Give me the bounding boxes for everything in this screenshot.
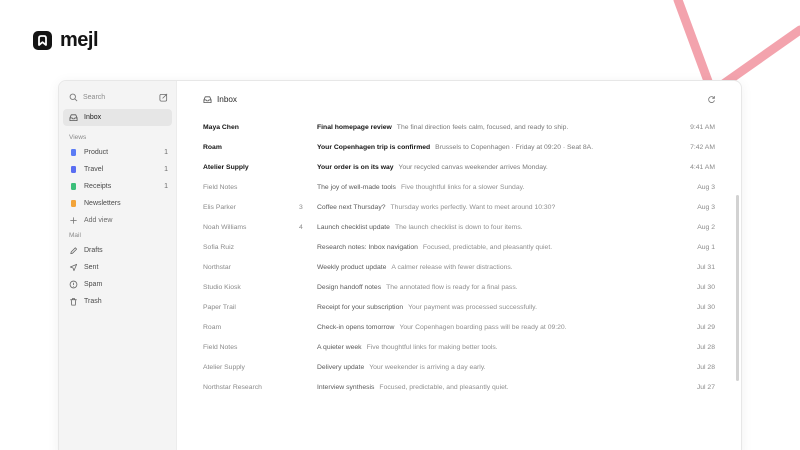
message-date: 7:42 AM <box>690 143 715 151</box>
message-subject: A quieter week <box>317 343 362 351</box>
message-subject: Research notes: Inbox navigation <box>317 243 418 251</box>
message-subject-line <box>317 224 655 231</box>
message-row[interactable] <box>177 217 741 237</box>
message-preview: The launch checklist is down to four items. <box>394 223 523 231</box>
message-preview: Five thoughtful links for making better tools. <box>366 343 498 351</box>
mail-heading: Mail <box>69 232 81 239</box>
message-preview: Your Copenhagen boarding pass will be ready at 09:20. <box>399 323 567 331</box>
inbox-icon <box>69 113 78 122</box>
message-subject: Launch checklist update <box>317 223 390 231</box>
message-subject-line <box>317 204 655 211</box>
message-subject: Interview synthesis <box>317 383 375 391</box>
message-subject-line <box>317 164 655 171</box>
message-preview: Your weekender is arriving a day early. <box>369 363 486 371</box>
message-subject: Your order is on its way <box>317 163 394 171</box>
message-sender: Atelier Supply <box>203 163 249 171</box>
sidebar-item-label: Product <box>84 149 109 156</box>
message-preview: Thursday works perfectly. Want to meet around 10:30? <box>390 203 556 211</box>
message-subject: Design handoff notes <box>317 283 382 291</box>
message-date: Aug 3 <box>697 203 715 211</box>
message-subject: The joy of well-made tools <box>317 183 396 191</box>
sidebar-item-label: Travel <box>84 166 104 173</box>
search-label: Search <box>83 93 106 101</box>
message-row[interactable] <box>177 117 741 137</box>
spam-icon <box>69 280 78 289</box>
message-subject-line <box>317 384 655 391</box>
message-subject: Delivery update <box>317 363 365 371</box>
sent-icon <box>69 263 78 272</box>
message-row[interactable] <box>177 337 741 357</box>
sidebar-item-count: 1 <box>164 149 168 156</box>
sidebar-item-travel[interactable] <box>63 161 172 178</box>
message-sender: Roam <box>203 143 222 151</box>
sidebar-item-label: Sent <box>84 264 99 271</box>
message-sender: Roam <box>203 323 222 331</box>
view-color-marker <box>71 149 76 156</box>
sidebar-item-label: Spam <box>84 281 103 288</box>
message-sender: Studio Kiosk <box>203 283 241 291</box>
sidebar-item-label: Inbox <box>84 114 102 121</box>
pane-title-group <box>203 95 237 104</box>
message-sender: Field Notes <box>203 343 238 351</box>
sidebar-item-newsletters[interactable] <box>63 195 172 212</box>
message-subject: Final homepage review <box>317 123 392 131</box>
message-preview: Brussels to Copenhagen · Friday at 09:20 · Seat 8A. <box>435 143 594 151</box>
message-list-pane <box>177 81 741 450</box>
message-subject: Weekly product update <box>317 263 387 271</box>
drafts-icon <box>69 246 78 255</box>
message-subject-line <box>317 124 655 131</box>
message-date: Aug 1 <box>697 243 715 251</box>
brand <box>33 30 98 50</box>
refresh-icon <box>707 95 716 104</box>
message-sender: Elis Parker <box>203 203 236 211</box>
message-row[interactable] <box>177 197 741 217</box>
message-date: Jul 27 <box>696 383 715 391</box>
compose-icon[interactable] <box>159 93 168 102</box>
message-row[interactable] <box>177 377 741 397</box>
message-date: Aug 2 <box>697 223 715 231</box>
sidebar-item-receipts[interactable] <box>63 178 172 195</box>
message-preview: A calmer release with fewer distractions. <box>391 263 513 271</box>
mejl-logo-icon <box>33 31 52 50</box>
sidebar-item-label: Trash <box>84 298 102 305</box>
message-list <box>177 117 741 397</box>
thread-count: 4 <box>299 223 303 231</box>
sidebar-item-count: 1 <box>164 166 168 173</box>
plus-icon <box>69 216 78 225</box>
sidebar-item-label: Receipts <box>84 183 112 190</box>
message-subject-line <box>317 144 655 151</box>
message-subject-line <box>317 304 655 311</box>
mail-window <box>58 80 742 450</box>
scrollbar-thumb[interactable] <box>736 195 739 381</box>
message-preview: Your recycled canvas weekender arrives Monday. <box>398 163 548 171</box>
message-date: Jul 29 <box>696 323 715 331</box>
message-date: Jul 28 <box>696 343 715 351</box>
sidebar-item-label: Drafts <box>84 247 103 254</box>
message-row[interactable] <box>177 357 741 377</box>
inbox-icon <box>203 95 212 104</box>
search-button[interactable] <box>69 93 105 102</box>
views-heading: Views <box>69 134 87 141</box>
message-subject: Your Copenhagen trip is confirmed <box>317 143 431 151</box>
sidebar-item-label: Newsletters <box>84 200 121 207</box>
message-row[interactable] <box>177 297 741 317</box>
message-row[interactable] <box>177 177 741 197</box>
message-subject-line <box>317 264 655 271</box>
message-sender: Atelier Supply <box>203 363 245 371</box>
refresh-button[interactable] <box>705 93 717 105</box>
message-subject-line <box>317 344 655 351</box>
sidebar-item-spam[interactable] <box>63 276 172 293</box>
trash-icon <box>69 297 78 306</box>
message-row[interactable] <box>177 277 741 297</box>
message-preview: The final direction feels calm, focused, and ready to ship. <box>396 123 569 131</box>
message-preview: Five thoughtful links for a slower Sunday. <box>400 183 525 191</box>
message-preview: Your payment was processed successfully. <box>408 303 537 311</box>
message-date: Aug 3 <box>697 183 715 191</box>
message-sender: Maya Chen <box>203 123 239 131</box>
search-icon <box>69 93 78 102</box>
brand-name: mejl <box>60 28 99 51</box>
message-subject: Coffee next Thursday? <box>317 203 386 211</box>
message-sender: Paper Trail <box>203 303 236 311</box>
message-preview: The annotated flow is ready for a final pass. <box>386 283 518 291</box>
pane-header <box>177 81 741 117</box>
page-title: Inbox <box>217 94 238 104</box>
accent-stripe <box>678 0 800 92</box>
message-date: Jul 28 <box>696 363 715 371</box>
message-date: Jul 30 <box>696 283 715 291</box>
message-subject-line <box>317 184 655 191</box>
message-sender: Field Notes <box>203 183 238 191</box>
message-preview: Focused, predictable, and pleasantly quiet. <box>379 383 509 391</box>
message-date: Jul 31 <box>696 263 715 271</box>
message-date: Jul 30 <box>696 303 715 311</box>
sidebar-top <box>63 86 172 108</box>
message-subject-line <box>317 284 655 291</box>
message-subject: Receipt for your subscription <box>317 303 404 311</box>
sidebar-item-drafts[interactable] <box>63 242 172 259</box>
sidebar-item-trash[interactable] <box>63 293 172 310</box>
message-row[interactable] <box>177 317 741 337</box>
message-sender: Noah Williams <box>203 223 247 231</box>
message-subject: Check-in opens tomorrow <box>317 323 395 331</box>
sidebar-item-inbox[interactable] <box>63 109 172 126</box>
message-subject-line <box>317 324 655 331</box>
sidebar-item-product[interactable] <box>63 144 172 161</box>
add-view-label: Add view <box>84 217 113 224</box>
thread-count: 3 <box>299 203 303 211</box>
sidebar-item-sent[interactable] <box>63 259 172 276</box>
message-preview: Focused, predictable, and pleasantly quiet. <box>422 243 553 251</box>
message-sender: Northstar Research <box>203 383 262 391</box>
sidebar <box>59 81 177 450</box>
message-date: 9:41 AM <box>690 123 715 131</box>
view-color-marker <box>71 166 76 173</box>
message-sender: Sofia Ruiz <box>203 243 234 251</box>
view-color-marker <box>71 200 76 207</box>
add-view-button[interactable] <box>63 212 172 229</box>
message-sender: Northstar <box>203 263 231 271</box>
message-subject-line <box>317 364 655 371</box>
message-subject-line <box>317 244 655 251</box>
message-row[interactable] <box>177 157 741 177</box>
sidebar-item-count: 1 <box>164 183 168 190</box>
view-color-marker <box>71 183 76 190</box>
message-date: 4:41 AM <box>690 163 715 171</box>
message-row[interactable] <box>177 237 741 257</box>
message-row[interactable] <box>177 257 741 277</box>
message-row[interactable] <box>177 137 741 157</box>
